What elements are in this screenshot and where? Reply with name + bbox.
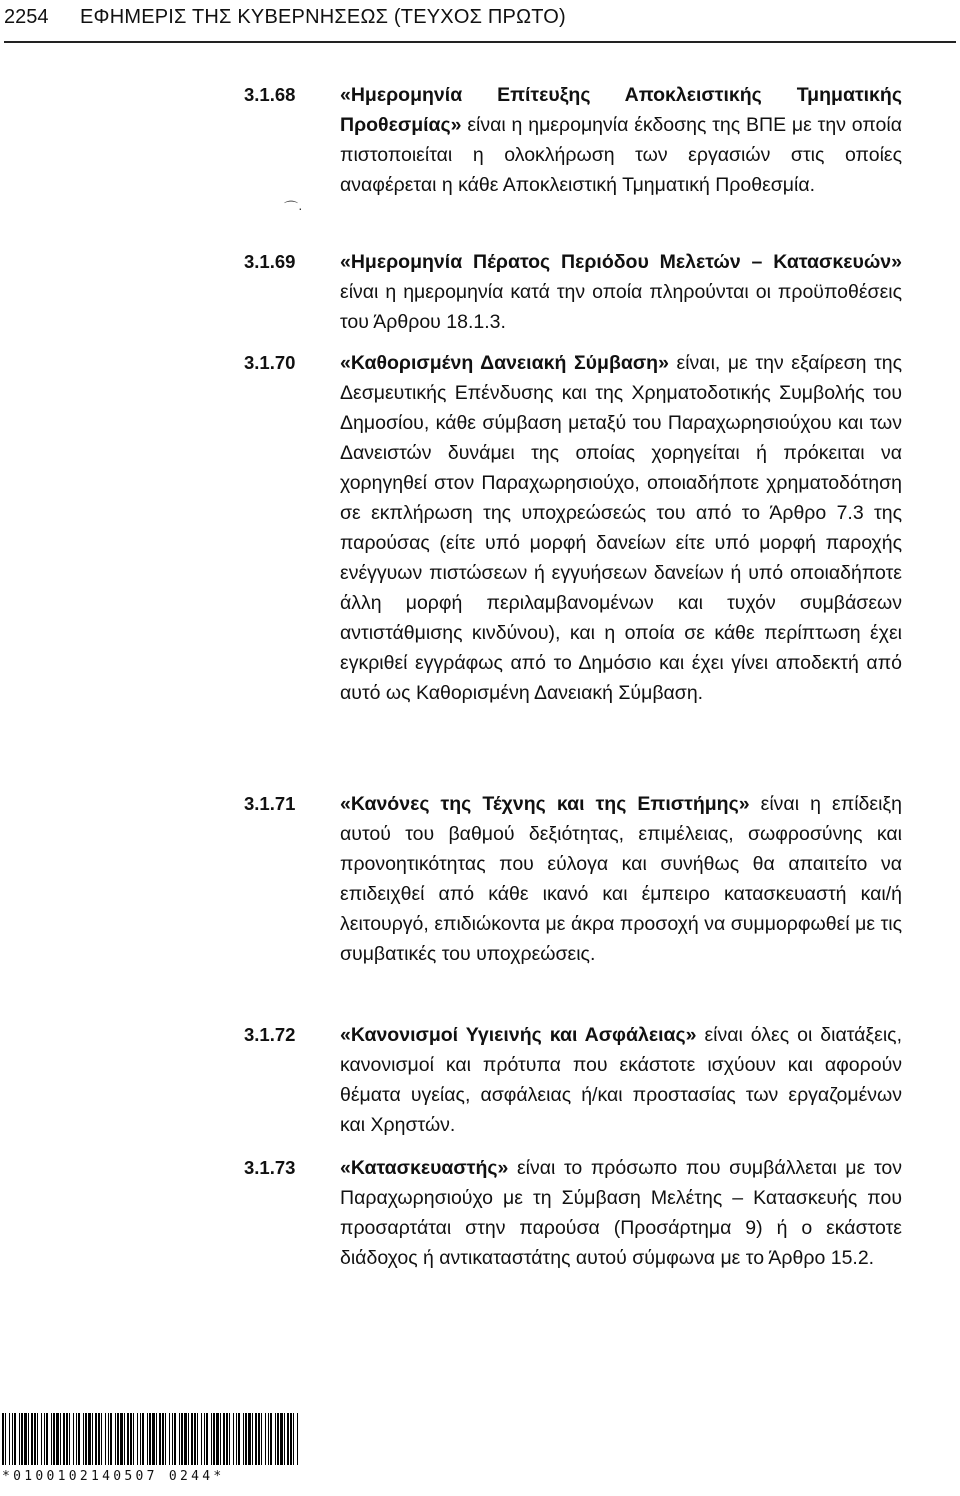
margin-mark: ⌒·	[284, 200, 303, 216]
barcode-bar	[197, 1413, 198, 1465]
barcode-bar	[21, 1413, 23, 1465]
barcode-bar	[226, 1413, 228, 1465]
barcode-bar	[191, 1413, 193, 1465]
definition-text: είναι, με την εξαίρεση της Δεσμευτικής Επένδυσης και της Χρηματοδοτικής Συμβολής του Δημοσίου, κάθε σύμβαση μεταξύ του Παραχωρησιούχου και των Δανειστών δυνάμει της οποίας χορηγείται ή πρόκειται να χορηγηθεί στον Παραχωρησιούχο, οποιαδήποτε χρηματοδότηση σε εκπλήρωση της υποχρεώσεώς του από το Άρθρο 7.3 της παρούσας (είτε υπό μορφή δανείων είτε υπό μορφή παροχής ενέγγυων πιστώσεων ή εγγυήσεων δανείων ή υπό οποιαδήποτε άλλη μορφή περιλαμβανομένων και τυχόν συμβάσεων αντιστάθμισης κινδύνου), και η οποία σε κάθε περίπτωση έχει εγκριθεί εγγράφως από το Δημόσιο και έχει γίνει αποδεκτή από αυτό ως Καθορισμένη Δανειακή Σύμβαση.	[340, 352, 902, 704]
barcode-bar	[78, 1413, 80, 1465]
barcode-bar	[98, 1413, 100, 1465]
definition-code: 3.1.68	[244, 84, 296, 105]
barcode-bar	[181, 1413, 183, 1465]
barcode-bar	[147, 1413, 148, 1465]
barcode-bar	[19, 1413, 20, 1465]
barcode-bar	[206, 1413, 208, 1465]
barcode-bar	[194, 1413, 196, 1465]
barcode-bar	[270, 1413, 272, 1465]
barcode-bar	[9, 1413, 10, 1465]
barcode-bar	[211, 1413, 212, 1465]
barcode-bar	[12, 1413, 13, 1465]
barcode-bar	[24, 1413, 27, 1465]
barcode-bar	[63, 1413, 65, 1465]
definition-term: «Ημερομηνία Επίτευξης Αποκλειστικής Τμηματικής Προθεσμίας»	[340, 84, 902, 136]
barcode-bar	[76, 1413, 77, 1465]
definition-code: 3.1.72	[244, 1024, 296, 1045]
barcode-bar	[120, 1413, 123, 1465]
barcode-bar	[66, 1413, 68, 1465]
barcode-bar	[140, 1413, 141, 1465]
definition-text: είναι όλες οι διατάξεις, κανονισμοί και πρότυπα που εκάστοτε ισχύουν και αφορούν θέματα υγείας, ασφάλειας ή/και προστασίας των εργαζομένων και Χρηστών.	[340, 1024, 902, 1136]
barcode-bar	[293, 1413, 294, 1465]
barcode-bar	[117, 1413, 119, 1465]
barcode-bar	[92, 1413, 93, 1465]
barcode-bar	[105, 1413, 106, 1465]
barcode-bar	[204, 1413, 205, 1465]
barcode-bar	[174, 1413, 176, 1465]
barcode-bar	[44, 1413, 45, 1465]
barcode-bar	[201, 1413, 202, 1465]
barcode-bar	[162, 1413, 164, 1465]
page-number: 2254	[4, 6, 49, 28]
barcode-bar	[73, 1413, 74, 1465]
barcode-bar	[108, 1413, 109, 1465]
barcode-bar	[60, 1413, 61, 1465]
barcode-bar	[137, 1413, 138, 1465]
barcode-bar	[268, 1413, 269, 1465]
barcode-bar	[46, 1413, 48, 1465]
barcode-bar	[184, 1413, 187, 1465]
definition-text: είναι η επίδειξη αυτού του βαθμού δεξιότητας, επιμέλειας, σωφροσύνης και προνοητικότητας που εύλογα και συνήθως θα απαιτείτο να επιδειχθεί από κάθε ικανό και έμπειρο κατασκευαστή και/ή λειτουργό, επιδιώκοντα με άκρα προσοχή να συμμορφωθεί με τις συμβατικές του υποχρεώσεις.	[340, 793, 902, 965]
barcode-bar	[277, 1413, 279, 1465]
barcode-bar	[216, 1413, 219, 1465]
barcode-bar	[110, 1413, 112, 1465]
barcode-bar	[152, 1413, 155, 1465]
barcode-bar	[31, 1413, 33, 1465]
barcode-bar	[236, 1413, 237, 1465]
gazette-title: ΕΦΗΜΕΡΙΣ ΤΗΣ ΚΥΒΕΡΝΗΣΕΩΣ (ΤΕΥΧΟΣ ΠΡΩΤΟ)	[80, 6, 566, 28]
barcode-bar	[5, 1413, 6, 1465]
definition-code: 3.1.70	[244, 352, 296, 373]
document-barcode	[0, 1413, 300, 1493]
barcode-bar	[124, 1413, 125, 1465]
barcode-bar	[53, 1413, 55, 1465]
barcode-bar	[101, 1413, 102, 1465]
definition-term: «Καθορισμένη Δανειακή Σύμβαση»	[340, 352, 669, 374]
barcode-bar	[115, 1413, 116, 1465]
barcode-bar	[95, 1413, 97, 1465]
barcode-digits: *0100102140507 0244*	[2, 1469, 225, 1484]
barcode-bar	[133, 1413, 134, 1465]
definition-text: είναι η ημερομηνία έκδοσης της ΒΠΕ με την οποία πιστοποιείται η ολοκλήρωση των εργασιών στις οποίες αναφέρεται η κάθε Αποκλειστική Τμηματική Προθεσμία.	[340, 114, 902, 196]
barcode-bar	[130, 1413, 132, 1465]
page-header	[4, 2, 956, 42]
definition-term: «Κανόνες της Τέχνης και της Επιστήμης»	[340, 793, 750, 815]
definition-term: «Κατασκευαστής»	[340, 1157, 509, 1179]
definition-text: είναι η ημερομηνία κατά την οποία πληρούνται οι προϋποθέσεις του Άρθρου 18.1.3.	[340, 281, 902, 333]
barcode-bar	[41, 1413, 42, 1465]
barcode-bar	[179, 1413, 180, 1465]
barcode-bar	[14, 1413, 16, 1465]
barcode-bar	[220, 1413, 221, 1465]
barcode-bar	[83, 1413, 84, 1465]
definition-term: «Κανονισμοί Υγιεινής και Ασφάλειας»	[340, 1024, 697, 1046]
barcode-bar	[290, 1413, 292, 1465]
barcode-bar	[284, 1413, 285, 1465]
barcode-bar	[280, 1413, 283, 1465]
barcode-bar	[261, 1413, 262, 1465]
barcode-bar	[245, 1413, 247, 1465]
definition-body	[340, 247, 902, 337]
barcode-image	[2, 1413, 298, 1465]
barcode-bar	[149, 1413, 151, 1465]
barcode-bar	[56, 1413, 59, 1465]
barcode-bar	[252, 1413, 253, 1465]
barcode-bar	[69, 1413, 70, 1465]
barcode-bar	[165, 1413, 166, 1465]
barcode-bar	[238, 1413, 240, 1465]
definition-body	[340, 1153, 902, 1273]
barcode-bar	[265, 1413, 266, 1465]
barcode-bar	[85, 1413, 87, 1465]
definition-code: 3.1.71	[244, 793, 296, 814]
definition-term: «Ημερομηνία Πέρατος Περιόδου Μελετών – Κατασκευών»	[340, 251, 902, 273]
barcode-bar	[169, 1413, 170, 1465]
definition-text: είναι το πρόσωπο που συμβάλλεται με τον Παραχωρησιούχο με τη Σύμβαση Μελέτης – Κατασκευής που προσαρτάται στην παρούσα (Προσάρτημα 9) ή ο εκάστοτε διάδοχος ή αντικαταστάτης αυτού σύμφωνα με το Άρθρο 15.2.	[340, 1157, 902, 1269]
barcode-bar	[159, 1413, 161, 1465]
barcode-bar	[34, 1413, 36, 1465]
barcode-bar	[188, 1413, 189, 1465]
barcode-bar	[229, 1413, 230, 1465]
barcode-bar	[156, 1413, 157, 1465]
barcode-bar	[258, 1413, 260, 1465]
barcode-bar	[233, 1413, 234, 1465]
barcode-bar	[213, 1413, 215, 1465]
definition-body	[340, 1020, 902, 1140]
barcode-bar	[88, 1413, 91, 1465]
barcode-bar	[37, 1413, 38, 1465]
barcode-bar	[275, 1413, 276, 1465]
barcode-bar	[142, 1413, 144, 1465]
barcode-bar	[248, 1413, 251, 1465]
barcode-bar	[243, 1413, 244, 1465]
definition-body	[340, 80, 902, 200]
barcode-bar	[172, 1413, 173, 1465]
barcode-bar	[127, 1413, 129, 1465]
barcode-bar	[223, 1413, 225, 1465]
barcode-bar	[51, 1413, 52, 1465]
header-rule	[4, 41, 956, 43]
barcode-bar	[255, 1413, 257, 1465]
definition-body	[340, 789, 902, 969]
definition-code: 3.1.73	[244, 1157, 296, 1178]
barcode-bar	[2, 1413, 4, 1465]
barcode-bar	[28, 1413, 29, 1465]
barcode-bar	[297, 1413, 298, 1465]
barcode-bar	[287, 1413, 289, 1465]
definition-code: 3.1.69	[244, 251, 296, 272]
definition-body	[340, 348, 902, 708]
